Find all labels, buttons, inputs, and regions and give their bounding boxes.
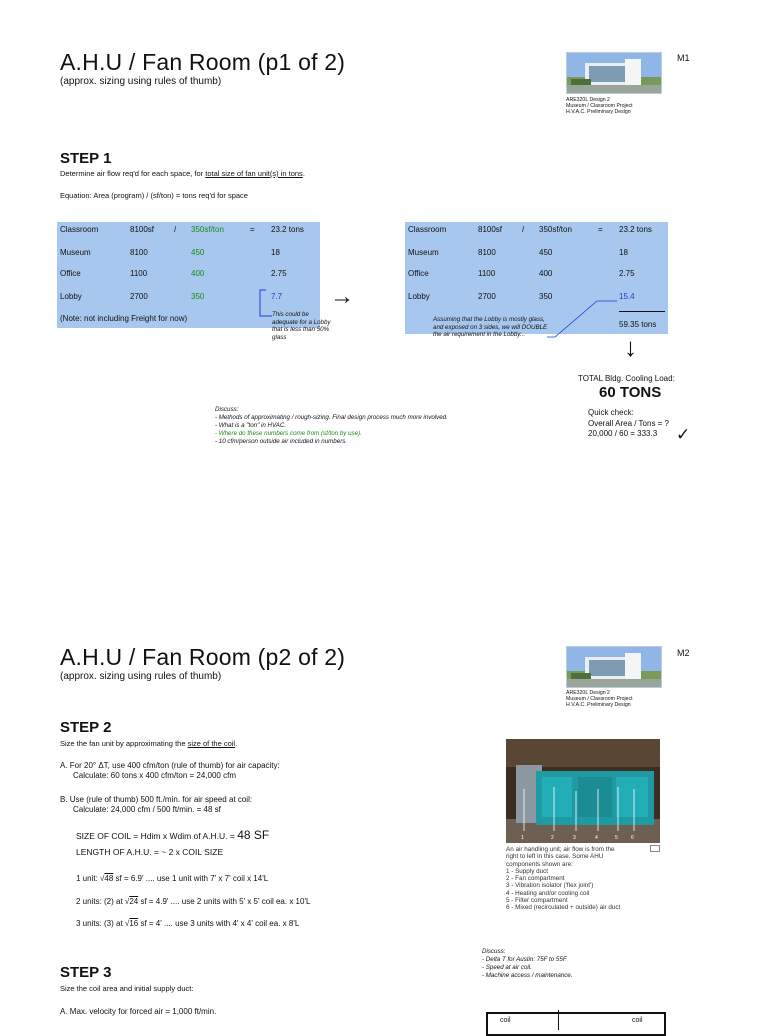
cell-tons: 18 [271,248,280,257]
table-note: (Note: not including Freight for now) [60,314,188,323]
caption-line: 2 - Fan compartment [506,875,565,883]
building-image [567,53,661,93]
discuss-line: - 10 cfm/person outside air included in numbers. [215,438,348,445]
total-rule [619,311,665,312]
step-3-item-a: A. Max. velocity for forced air = 1,000 ft/min. [60,1007,217,1016]
caption-line: H.V.A.C. Preliminary Design [566,109,631,115]
item-a-line-2: Calculate: 60 tons x 400 cfm/ton = 24,000 cfm [73,771,236,780]
caption-line: components shown are: [506,860,573,868]
desc-underlined: total size of fan unit(s) in tons [205,169,303,178]
cell-space: Office [408,269,429,278]
caption-line: An air handling unit; air flow is from the [506,846,615,853]
unit-option-3: 3 units: (3) at √16 sf = 4' .... use 3 units with 4' x 4' coil ea. x 8'L [76,919,300,928]
cell-area: 8100sf [478,225,503,234]
coil-size-line [76,828,269,842]
step-2-description [60,738,237,749]
cell-tons: 15.4 [619,292,635,301]
page-2-subtitle: (approx. sizing using rules of thumb) [60,671,222,682]
caption-line: 1 - Supply duct [506,867,549,875]
desc-text: . [235,739,238,748]
caption-line: H.V.A.C. Preliminary Design [566,702,631,708]
total-load-value: 60 TONS [599,384,662,401]
unit-root: 16 [129,919,139,928]
cell-space: Museum [60,248,91,257]
cell-space: Lobby [408,292,430,301]
cell-rate: 400 [191,269,205,278]
page-1-subtitle: (approx. sizing using rules of thumb) [60,76,222,87]
unit-root: 48 [104,874,114,883]
cell-area: 1100 [130,269,148,278]
cell-area: 2700 [478,292,496,301]
cell-rate: 400 [539,269,553,278]
unit-rest: sf = 4' .... use 3 units with 4' x 4' coil ea. x 8'L [138,919,300,928]
quick-check-line: Overall Area / Tons = ? [588,418,670,428]
cell-op: / [522,225,525,234]
unit-rest: sf = 4.9' .... use 2 units with 5' x 5' coil ea. x 10'L [138,897,311,906]
unit-prefix: 2 units: (2) at [76,897,125,906]
cell-rate: 350 [191,292,205,301]
page-1-label: M1 [677,53,690,63]
photo-number: 3 [573,835,576,841]
caption-line: Museum / Classroom Project [566,696,633,702]
cell-eq: = [598,225,603,234]
quick-check-line: 20,000 / 60 = 333.3 [588,429,658,438]
caption-line: 4 - Heating and/or cooling coil [506,889,590,897]
cell-space: Museum [408,248,439,257]
total-load-label: TOTAL Bldg. Cooling Load: [578,374,675,383]
ahu-photo-image [506,739,660,843]
coil-size-label: SIZE OF COIL = Hdim x Wdim of A.H.U. = [76,831,238,841]
cell-space: Office [60,269,81,278]
caption-line: ARE320L Design 2 [566,97,610,103]
cell-rate: 350sf/ton [539,225,572,234]
unit-prefix: 3 units: (3) at [76,919,125,928]
discuss-line: - Speed at air coil. [482,964,532,971]
cell-eq: = [250,225,255,234]
cell-tons: 18 [619,248,628,257]
quick-check-line: Quick check: [588,408,634,417]
photo-number: 4 [595,835,598,841]
lobby-note-right: Assuming that the Lobby is mostly glass, and exposed on 3 sides, we will DOUBLE the air requirement in the Lobby... [433,316,548,338]
cell-rate: 350sf/ton [191,225,224,234]
desc-text: . [302,169,305,178]
page-2-label: M2 [677,648,690,658]
unit-root: 24 [129,897,139,906]
caption-line: 6 - Mixed (recirculated + outside) air duct [506,904,621,912]
coil-size-value: 48 SF [237,828,270,842]
cell-space: Classroom [408,225,447,234]
desc-text: Size the fan unit by approximating the [60,739,188,748]
item-a-line-1: A. For 20° ΔT, use 400 cfm/ton (rule of thumb) for air capacity: [60,761,280,770]
step-2-item-a [60,761,280,781]
item-b-line-1: B. Use (rule of thumb) 500 ft./min. for air speed at coil: [60,795,253,804]
ahu-length-line: LENGTH OF A.H.U. = ~ 2 x COIL SIZE [76,847,224,857]
discuss-line: - Machine access / maintenance. [482,972,573,979]
cell-area: 1100 [478,269,496,278]
sizing-table-right [405,222,668,310]
step-2-title: STEP 2 [60,719,112,736]
unit-prefix: 1 unit: [76,874,101,883]
page-2-title: A.H.U / Fan Room (p2 of 2) [60,644,346,670]
item-b-line-2: Calculate: 24,000 cfm / 500 ft/min. = 48 sf [73,805,221,814]
discussion-notes-2 [482,948,572,980]
step-3-title: STEP 3 [60,964,112,981]
arrow-down-icon: ↓ [624,332,637,362]
discuss-line: - Delta T for Austin: 75F to 55F [482,956,567,963]
cell-rate: 350 [539,292,553,301]
cell-area: 8100 [478,248,496,257]
photo-number: 5 [615,835,618,841]
caption-line: 5 - Filter compartment [506,897,568,905]
ahu-photo [506,739,660,843]
cell-space: Classroom [60,225,99,234]
cell-total: 59.35 tons [619,320,657,329]
desc-underlined: size of the coil [187,739,236,748]
step-1-description [60,168,305,179]
unit-rest: sf = 6.9' .... use 1 unit with 7' x 7' coil x 14'L [113,874,269,883]
step-1-title: STEP 1 [60,150,112,167]
cell-tons: 23.2 tons [271,225,304,234]
caption-line: Museum / Classroom Project [566,103,633,109]
caption-line: right to left in this case. Some AHU [506,853,604,861]
step-3-description: Size the coil area and initial supply duct: [60,984,194,993]
building-thumbnail-1 [566,52,662,94]
cell-op: / [174,225,177,234]
thumbnail-caption-1 [566,97,633,115]
enlarge-icon[interactable] [650,845,660,852]
discuss-line: - Where do these numbers come from (sf/ton by use). [215,430,362,437]
desc-text: Determine air flow req'd for each space, for [60,169,206,178]
caption-line: 3 - Vibration isolator ('flex joint') [506,882,594,890]
coil-diagram [486,1012,666,1036]
coil-label: coil [632,1017,643,1024]
cell-area: 2700 [130,292,148,301]
cell-area: 8100 [130,248,148,257]
discuss-line: - What is a "ton" in HVAC. [215,422,287,429]
photo-number: 1 [521,835,524,841]
lobby-leader-line [545,299,621,341]
cell-rate: 450 [539,248,553,257]
arrow-right-icon: → [330,283,354,310]
caption-line: ARE320L Design 2 [566,690,610,696]
cell-space: Lobby [60,292,82,301]
thumbnail-caption-2 [566,690,633,708]
discuss-line: - Methods of approximating / rough-sizing. Final design process much more involved. [215,414,448,421]
unit-option-2: 2 units: (2) at √24 sf = 4.9' .... use 2 units with 5' x 5' coil ea. x 10'L [76,897,311,906]
page-1-title: A.H.U / Fan Room (p1 of 2) [60,49,346,75]
photo-number: 6 [631,835,634,841]
photo-number: 2 [551,835,554,841]
step-2-item-b [60,795,252,815]
ahu-photo-caption [506,846,660,912]
lobby-note-left: This could be adequate for a Lobby that is less than 50% glass [272,311,331,341]
building-thumbnail-2 [566,646,662,688]
equation: Equation: Area (program) / (sf/ton) = tons req'd for space [60,191,248,200]
quick-check [588,408,669,440]
cell-rate: 450 [191,248,205,257]
cell-tons: 23.2 tons [619,225,652,234]
diagram-divider [558,1010,559,1030]
cell-tons: 2.75 [619,269,635,278]
building-image [567,647,661,687]
cell-tons: 2.75 [271,269,287,278]
cell-area: 8100sf [130,225,155,234]
check-mark-icon: ✓ [676,425,691,444]
cell-tons: 7.7 [271,292,283,301]
unit-option-1: 1 unit: √48 sf = 6.9' .... use 1 unit with 7' x 7' coil x 14'L [76,874,269,883]
discussion-notes-1 [215,406,448,446]
discuss-line: Discuss: [482,948,506,955]
coil-label: coil [500,1017,511,1024]
discuss-line: Discuss: [215,406,239,413]
